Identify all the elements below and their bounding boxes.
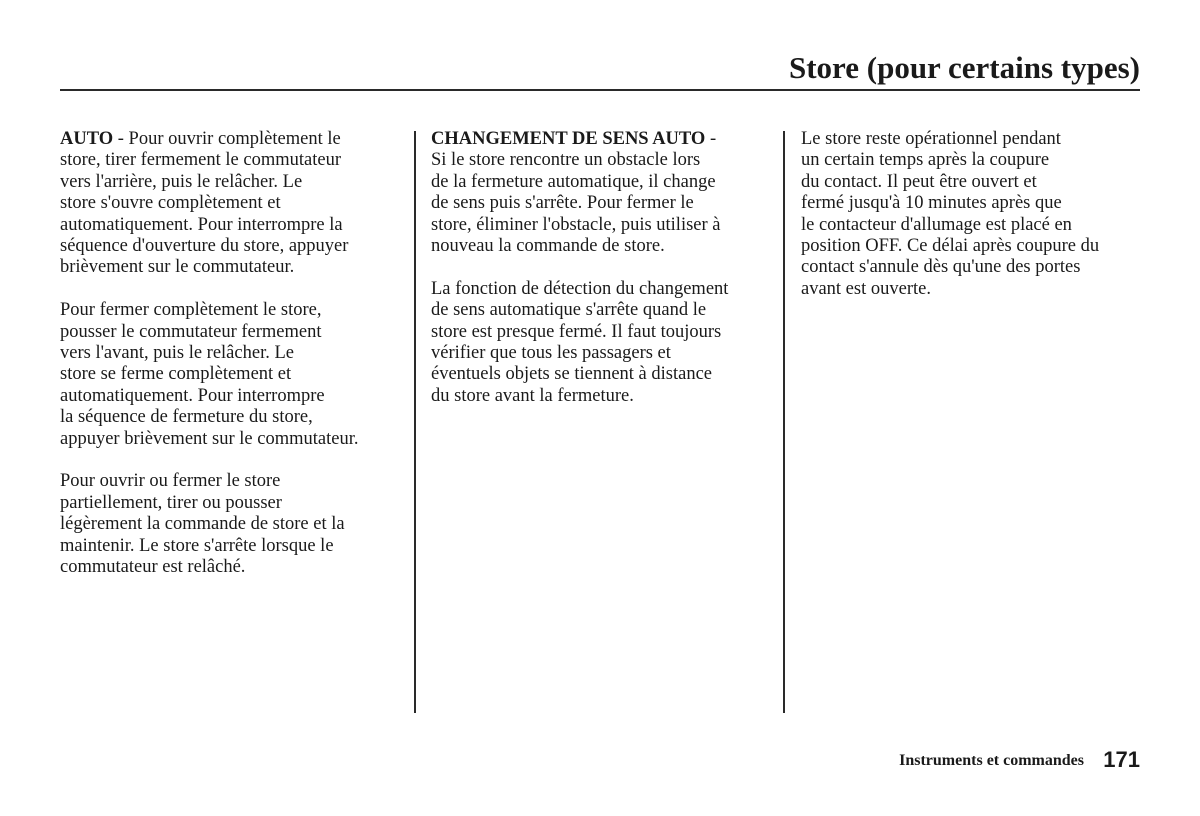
detection-paragraph: La fonction de détection du changement de sens automatique s'arrête quand le store est presque fermé. Il faut toujours vérifier que tous les passagers et éventuels objets se tiennent à distance du store avant la fermeture. — [431, 278, 729, 406]
close-paragraph: Pour fermer complètement le store, pousser le commutateur fermement vers l'avant, puis le relâcher. Le store se ferme complètement et automatiquement. Pour interrompre la séquence de fermeture du store, appuyer brièvement sur le commutateur. — [60, 300, 359, 449]
footer-section-label: Instruments et commandes — [899, 752, 1084, 769]
column-divider-1 — [414, 131, 416, 713]
auto-reverse-text: - Si le store rencontre un obstacle lors de la fermeture automatique, il change de sens puis s'arrête. Pour fermer le store, éliminer l'obstacle, puis utiliser à nouveau la commande de store. — [431, 129, 721, 257]
partial-paragraph: Pour ouvrir ou fermer le store partiellement, tirer ou pousser légèrement la commande de store et la maintenir. Le store s'arrête lorsque le commutateur est relâché. — [60, 471, 345, 578]
column-3 — [801, 129, 1146, 322]
auto-reverse-label: CHANGEMENT DE SENS AUTO — [431, 129, 706, 149]
auto-text: - Pour ouvrir complètement le store, tirer fermement le commutateur vers l'arrière, puis le relâcher. Le store s'ouvre complètement et automatiquement. Pour interrompre la séquence d'ouverture du store, appuyer brièvement sur le commutateur. — [60, 129, 349, 278]
column-divider-2 — [783, 131, 785, 713]
operation-paragraph: Le store reste opérationnel pendant un certain temps après la coupure du contact. Il peut être ouvert et fermé jusqu'à 10 minutes après que le contacteur d'allumage est placé en position OFF. Ce délai après coupure du contact s'annule dès qu'une des portes avant est ouverte. — [801, 129, 1100, 299]
auto-reverse-paragraph — [431, 129, 776, 257]
page-number: 171 — [1103, 747, 1140, 772]
title-rule — [60, 89, 1140, 91]
column-1 — [60, 129, 405, 600]
column-2 — [431, 129, 776, 429]
auto-paragraph — [60, 129, 405, 279]
page-title: Store (pour certains types) — [788, 50, 1140, 85]
auto-label: AUTO — [60, 129, 114, 149]
